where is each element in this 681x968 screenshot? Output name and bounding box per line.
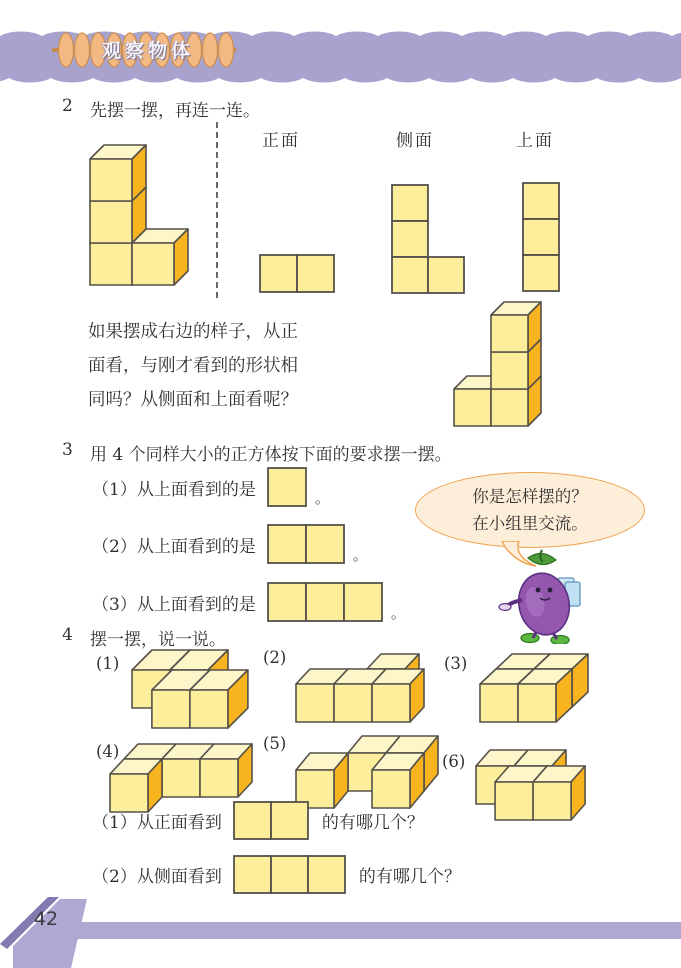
q3-item-3-label: （3） <box>92 594 137 615</box>
side-view-option <box>390 183 466 295</box>
top-view-option <box>521 181 561 293</box>
q3-item-3-text: 从上面看到的是 <box>136 594 256 615</box>
speech-bubble <box>415 472 645 548</box>
question-3-number: 3 <box>62 440 73 460</box>
question-2-text: 先摆一摆，再连一连。 <box>90 101 260 121</box>
q3-item-3 <box>92 581 406 623</box>
q3-answer-box-1 <box>266 466 308 508</box>
paragraph-line: 面看，与刚才看到的形状相 <box>88 356 298 376</box>
q4-sub-2-suffix: 的有哪几个？ <box>358 867 461 887</box>
page-number: 42 <box>33 908 59 930</box>
q3-answer-box-3 <box>266 581 384 623</box>
q3-item-1-text: 从上面看到的是 <box>136 479 256 500</box>
cube-arrangement-figure <box>88 143 190 287</box>
q3-item-1-period: 。 <box>314 489 330 507</box>
question-4-number: 4 <box>62 625 73 645</box>
paragraph-line: 如果摆成右边的样子，从正 <box>88 322 298 342</box>
q3-item-3-period: 。 <box>390 604 406 622</box>
side-view-label: 侧面 <box>396 131 434 151</box>
top-view-label: 上面 <box>516 131 554 151</box>
q3-item-1-label: （1） <box>92 479 137 500</box>
paragraph-line: 同吗？从侧面和上面看呢？ <box>88 390 298 410</box>
front-view-label: 正面 <box>262 131 300 151</box>
q4-sub-1-suffix: 的有哪几个？ <box>321 813 424 833</box>
section-title: 观察物体 <box>101 40 194 62</box>
q3-item-1 <box>92 466 330 508</box>
q4-sub-2-prefix: 从侧面看到 <box>136 867 222 887</box>
dashed-divider <box>216 122 218 298</box>
fig-label-3: (3) <box>444 654 468 673</box>
q4-sub-1-prefix: 从正面看到 <box>136 813 222 833</box>
fig-label-1: (1) <box>96 654 120 673</box>
cube-figure-6 <box>474 748 588 822</box>
cube-arrangement-right-figure <box>452 300 543 428</box>
cube-figure-3 <box>478 652 590 724</box>
q3-item-2-text: 从上面看到的是 <box>136 536 256 557</box>
footer-band <box>0 888 681 968</box>
cube-figure-2 <box>294 652 426 724</box>
q4-front-view-box <box>232 800 310 841</box>
fig-label-5: (5) <box>263 734 287 753</box>
fig-label-4: (4) <box>96 742 120 761</box>
q4-sub-item-1 <box>92 800 424 841</box>
fig-label-6: (6) <box>442 752 466 771</box>
question-2-number: 2 <box>62 96 73 116</box>
question-3-text: 用 4 个同样大小的正方体按下面的要求摆一摆。 <box>90 445 452 465</box>
speech-bubble-line: 你是怎样摆的？ <box>472 487 588 506</box>
q3-answer-box-2 <box>266 523 346 565</box>
q4-sub-2-label: （2） <box>92 867 137 887</box>
q4-sub-1-label: （1） <box>92 813 137 833</box>
cube-figure-1 <box>130 648 250 730</box>
front-view-option <box>258 253 336 294</box>
q3-item-2-period: 。 <box>352 546 368 564</box>
eggplant-mascot <box>498 548 590 644</box>
q3-item-2 <box>92 523 368 565</box>
question-4-text: 摆一摆，说一说。 <box>90 630 226 650</box>
q3-item-2-label: （2） <box>92 536 137 557</box>
cube-figure-5 <box>294 734 440 810</box>
speech-bubble-line: 在小组里交流。 <box>472 514 588 533</box>
fig-label-2: (2) <box>263 648 287 667</box>
